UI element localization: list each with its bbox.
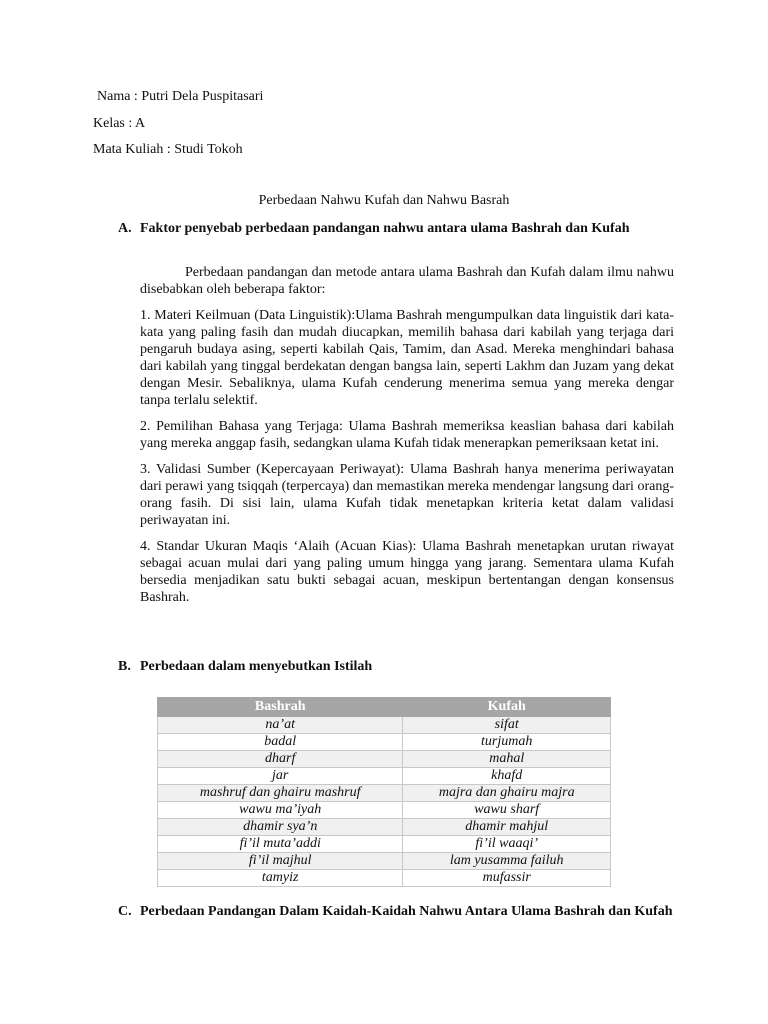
section-a-title: Faktor penyebab perbedaan pandangan nahwu antara ulama Bashrah dan Kufah <box>140 221 630 236</box>
kufah-term: fi’il waaqi’ <box>403 836 611 853</box>
table-row <box>158 870 611 887</box>
kufah-term: turjumah <box>403 734 611 751</box>
table-row <box>158 836 611 853</box>
table-row <box>158 819 611 836</box>
kufah-term: majra dan ghairu majra <box>403 785 611 802</box>
section-c-heading <box>118 903 678 920</box>
bashrah-term: dhamir sya’n <box>158 819 403 836</box>
kufah-term: mahal <box>403 751 611 768</box>
terminology-table <box>157 697 611 887</box>
table-header-bashrah: Bashrah <box>158 698 403 717</box>
table-row <box>158 802 611 819</box>
factor-paragraph-4: 4. Standar Ukuran Maqis ‘Alaih (Acuan Kias): Ulama Bashrah menetapkan urutan riwayat sebagai acuan mulai dari yang paling umum hingga yang jarang. Sementara ulama Kufah bersedia menjadikan satu bukti sebagai acuan, meskipun bertentangan dengan konsensus Bashrah. <box>140 539 674 605</box>
section-a-heading <box>118 220 678 237</box>
table-row <box>158 785 611 802</box>
document-title: Perbedaan Nahwu Kufah dan Nahwu Basrah <box>258 193 510 208</box>
course-name: Mata Kuliah : Studi Tokoh <box>93 142 243 157</box>
table-row <box>158 768 611 785</box>
bashrah-term: tamyiz <box>158 870 403 887</box>
bashrah-term: na’at <box>158 717 403 734</box>
bashrah-term: badal <box>158 734 403 751</box>
bashrah-term: fi’il muta’addi <box>158 836 403 853</box>
section-c-letter: C. <box>118 904 132 919</box>
section-b-letter: B. <box>118 659 131 674</box>
table-row <box>158 751 611 768</box>
bashrah-term: fi’il majhul <box>158 853 403 870</box>
kufah-term: sifat <box>403 717 611 734</box>
kufah-term: dhamir mahjul <box>403 819 611 836</box>
factor-paragraph-3: 3. Validasi Sumber (Kepercayaan Periwayat): Ulama Bashrah hanya menerima periwayatan dari perawi yang tsiqqah (terpercaya) dan memastikan mereka mendengar langsung dari orang-orang fasih. Di sisi lain, ulama Kufah tidak menetapkan kriteria ketat dalam validasi periwayatan ini. <box>140 462 674 528</box>
section-b-title: Perbedaan dalam menyebutkan Istilah <box>140 659 373 674</box>
kufah-term: lam yusamma failuh <box>403 853 611 870</box>
table-row <box>158 717 611 734</box>
kufah-term: mufassir <box>403 870 611 887</box>
student-class: Kelas : A <box>93 116 146 131</box>
factor-paragraph-1: 1. Materi Keilmuan (Data Linguistik):Ulama Bashrah mengumpulkan data linguistik dari kata-kata yang paling fasih dan mudah diucapkan, memilih bahasa dari kabilah yang terjaga dari pengaruh budaya asing, seperti kabilah Qais, Tamim, dan Asad. Mereka menghindari bahasa dari kabilah yang tinggal berdekatan dengan bangsa lain, seperti Lakhm dan Juzam yang dekat dengan Mesir. Sebaliknya, ulama Kufah cenderung menerima semua yang mereka dengar tanpa terlalu selektif. <box>140 308 674 408</box>
section-b-heading <box>118 658 678 675</box>
table-row <box>158 734 611 751</box>
section-a-body <box>140 264 674 615</box>
section-a-intro: Perbedaan pandangan dan metode antara ulama Bashrah dan Kufah dalam ilmu nahwu disebabkan oleh beberapa faktor: <box>140 265 674 297</box>
kufah-term: khafd <box>403 768 611 785</box>
kufah-term: wawu sharf <box>403 802 611 819</box>
bashrah-term: dharf <box>158 751 403 768</box>
factor-paragraph-2: 2. Pemilihan Bahasa yang Terjaga: Ulama Bashrah memeriksa keaslian bahasa dari kabilah yang mereka anggap fasih, sedangkan ulama Kufah tidak menerapkan pemeriksaan ketat ini. <box>140 419 674 451</box>
section-c-title: Perbedaan Pandangan Dalam Kaidah-Kaidah Nahwu Antara Ulama Bashrah dan Kufah <box>140 904 673 919</box>
student-name: Nama : Putri Dela Puspitasari <box>97 89 264 104</box>
bashrah-term: mashruf dan ghairu mashruf <box>158 785 403 802</box>
bashrah-term: wawu ma’iyah <box>158 802 403 819</box>
table-row <box>158 853 611 870</box>
bashrah-term: jar <box>158 768 403 785</box>
table-header-kufah: Kufah <box>403 698 611 717</box>
section-a-letter: A. <box>118 221 132 236</box>
